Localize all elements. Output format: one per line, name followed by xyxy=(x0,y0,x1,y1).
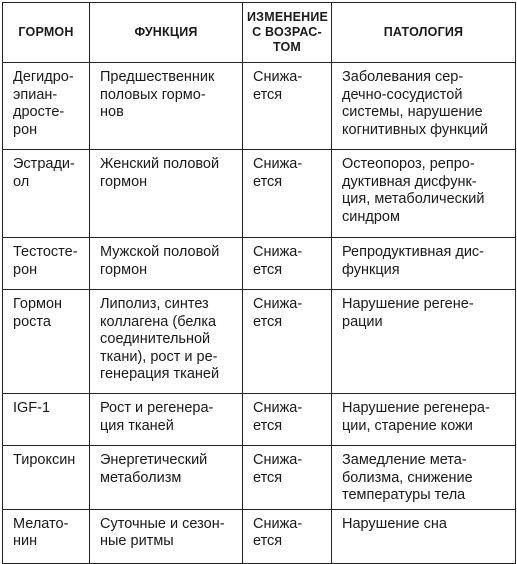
cell-pathology: Остеопороз, репро- дуктивная дисфунк- ция, метаболический синдром xyxy=(332,150,516,238)
cell-pathology: Нарушение сна xyxy=(332,509,516,563)
header-pathology: ПАТОЛОГИЯ xyxy=(332,3,516,63)
cell-hormone: Мелато- нин xyxy=(3,509,90,563)
header-hormone: ГОРМОН xyxy=(3,3,90,63)
cell-pathology: Репродуктивная дис- функция xyxy=(332,238,516,290)
cell-change: Снижа- ется xyxy=(243,290,332,394)
cell-hormone: Тестосте- рон xyxy=(3,238,90,290)
cell-change: Снижа- ется xyxy=(243,446,332,510)
cell-function: Женский половой гормон xyxy=(90,150,243,238)
cell-change: Снижа- ется xyxy=(243,238,332,290)
cell-hormone: Тироксин xyxy=(3,446,90,510)
header-age-change: ИЗМЕНЕНИЕ С ВОЗРАС- ТОМ xyxy=(243,3,332,63)
header-row xyxy=(3,3,516,63)
cell-hormone: Гормон роста xyxy=(3,290,90,394)
cell-function: Рост и регенера- ция тканей xyxy=(90,394,243,446)
table-row xyxy=(3,446,516,510)
cell-function: Суточные и сезон- ные ритмы xyxy=(90,509,243,563)
cell-pathology: Заболевания сер- дечно-сосудистой системы, нарушение когнитивных функций xyxy=(332,63,516,150)
cell-function: Мужской половой гормон xyxy=(90,238,243,290)
hormone-table xyxy=(2,2,516,564)
cell-pathology: Нарушение регенера- ции, старение кожи xyxy=(332,394,516,446)
header-function: ФУНКЦИЯ xyxy=(90,3,243,63)
cell-function: Энергетический метаболизм xyxy=(90,446,243,510)
cell-change: Снижа- ется xyxy=(243,509,332,563)
cell-change: Снижа- ется xyxy=(243,394,332,446)
table-row xyxy=(3,150,516,238)
cell-function: Предшественник половых гормо- нов xyxy=(90,63,243,150)
cell-change: Снижа- ется xyxy=(243,150,332,238)
table-row xyxy=(3,394,516,446)
table-row xyxy=(3,63,516,150)
cell-hormone: Эстради- ол xyxy=(3,150,90,238)
cell-pathology: Нарушение регене- рации xyxy=(332,290,516,394)
table-row xyxy=(3,238,516,290)
cell-change: Снижа- ется xyxy=(243,63,332,150)
cell-hormone: Дегидро- эпиан- дросте- рон xyxy=(3,63,90,150)
table-row xyxy=(3,290,516,394)
cell-function: Липолиз, синтез коллагена (белка соединительной ткани), рост и ре- генерация тканей xyxy=(90,290,243,394)
cell-hormone: IGF-1 xyxy=(3,394,90,446)
cell-pathology: Замедление мета- болизма, снижение температуры тела xyxy=(332,446,516,510)
